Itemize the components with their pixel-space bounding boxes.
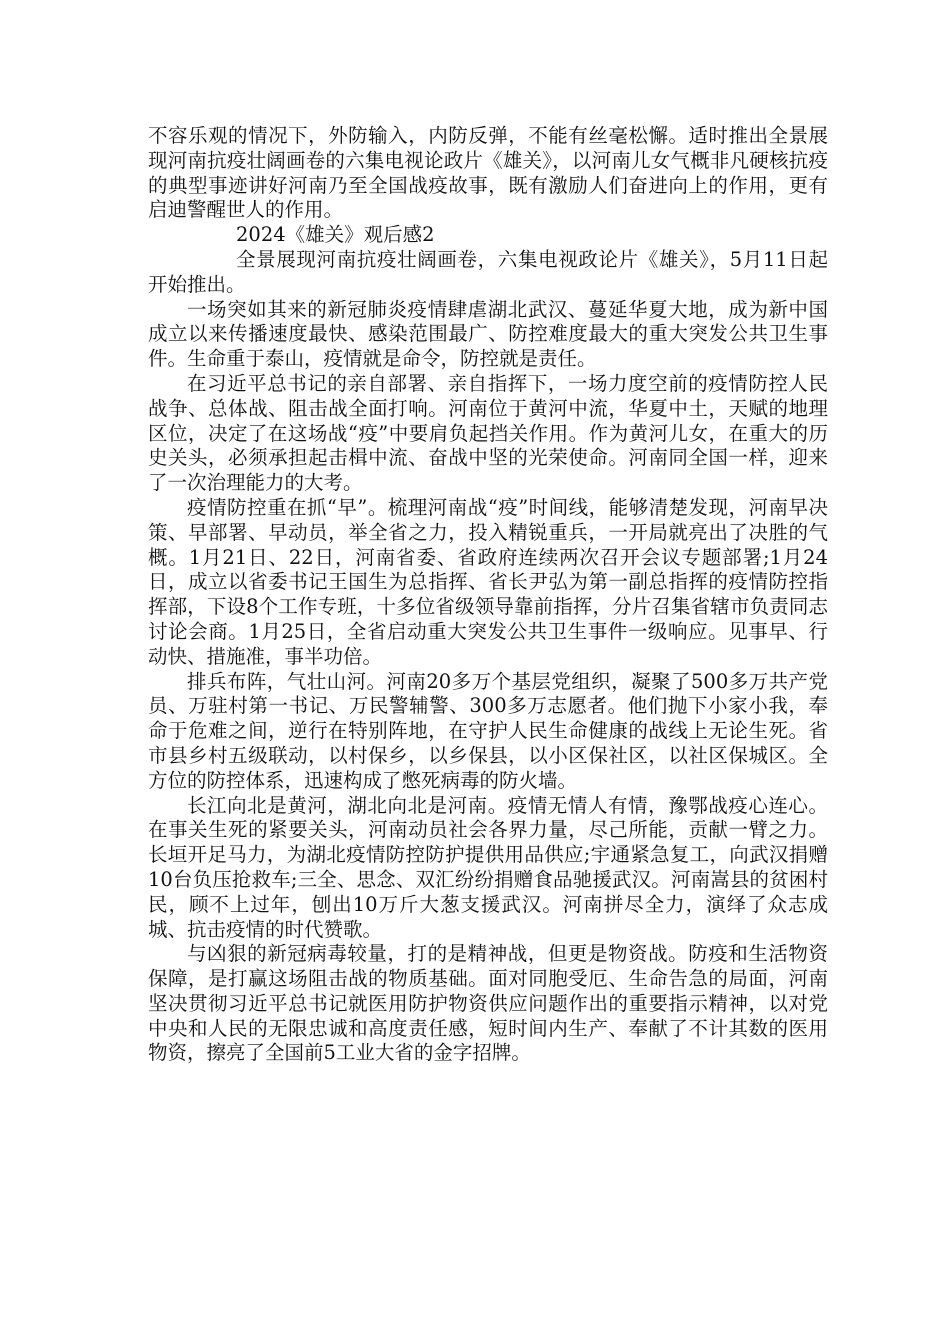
intro-paragraph: 全景展现河南抗疫壮阔画卷，六集电视政论片《雄关》，5月11日起开始推出。 [148,247,828,296]
body-paragraph: 长江向北是黄河，湖北向北是河南。疫情无情人有情，豫鄂战疫心连心。在事关生死的紧要关头，河南动员社会各界力量，尽己所能，贡献一臂之力。长垣开足马力，为湖北疫情防控防护提供用品供应;宇通紧急复工，向武汉捐赠10台负压抢救车;三全、思念、双汇纷纷捐赠食品驰援武汉。河南嵩县的贫困村民，顾不上过年，刨出10万斤大葱支援武汉。河南拼尽全力，演绎了众志成城、抗击疫情的时代赞歌。 [148,793,828,941]
section-title: 2024《雄关》观后感2 [236,223,435,247]
body-paragraph: 一场突如其来的新冠肺炎疫情肆虐湖北武汉、蔓延华夏大地，成为新中国成立以来传播速度最快、感染范围最广、防控难度最大的重大突发公共卫生事件。生命重于泰山，疫情就是命令，防控就是责任。 [148,297,828,371]
continuation-paragraph: 不容乐观的情况下，外防输入，内防反弹，不能有丝毫松懈。适时推出全景展现河南抗疫壮阔画卷的六集电视论政片《雄关》，以河南儿女气概非凡硬核抗疫的典型事迹讲好河南乃至全国战疫故事，既有激励人们奋进向上的作用，更有启迪警醒世人的作用。 [148,124,828,222]
body-paragraph: 在习近平总书记的亲自部署、亲自指挥下，一场力度空前的疫情防控人民战争、总体战、阻击战全面打响。河南位于黄河中流，华夏中土，天赋的地理区位，决定了在这场战“疫”中要肩负起挡关作用。作为黄河儿女，在重大的历史关头，必须承担起击楫中流、奋战中坚的光荣使命。河南同全国一样，迎来了一次治理能力的大考。 [148,371,828,495]
article-body [148,124,828,1066]
body-paragraph: 疫情防控重在抓“早”。梳理河南战“疫”时间线，能够清楚发现，河南早决策、早部署、早动员，举全省之力，投入精锐重兵，一开局就亮出了决胜的气概。1月21日、22日，河南省委、省政府连续两次召开会议专题部署;1月24日，成立以省委书记王国生为总指挥、省长尹弘为第一副总指挥的疫情防控指挥部，下设8个工作专班，十多位省级领导靠前指挥，分片召集省辖市负责同志讨论会商。1月25日，全省启动重大突发公共卫生事件一级响应。见事早、行动快、措施准，事半功倍。 [148,495,828,668]
body-paragraph: 与凶狠的新冠病毒较量，打的是精神战，但更是物资战。防疫和生活物资保障，是打赢这场阻击战的物质基础。面对同胞受厄、生命告急的局面，河南坚决贯彻习近平总书记就医用防护物资供应问题作出的重要指示精神，以对党中央和人民的无限忠诚和高度责任感，短时间内生产、奉献了不计其数的医用物资，擦亮了全国前5工业大省的金字招牌。 [148,942,828,1065]
body-paragraph: 排兵布阵，气壮山河。河南20多万个基层党组织，凝聚了500多万共产党员、万驻村第一书记、万民警辅警、300多万志愿者。他们抛下小家小我，奉命于危难之间，逆行在特别阵地，在守护人民生命健康的战线上无论生死。省市县乡村五级联动，以村保乡，以乡保县，以小区保社区，以社区保城区。全方位的防控体系，迅速构成了憋死病毒的防火墙。 [148,669,828,792]
